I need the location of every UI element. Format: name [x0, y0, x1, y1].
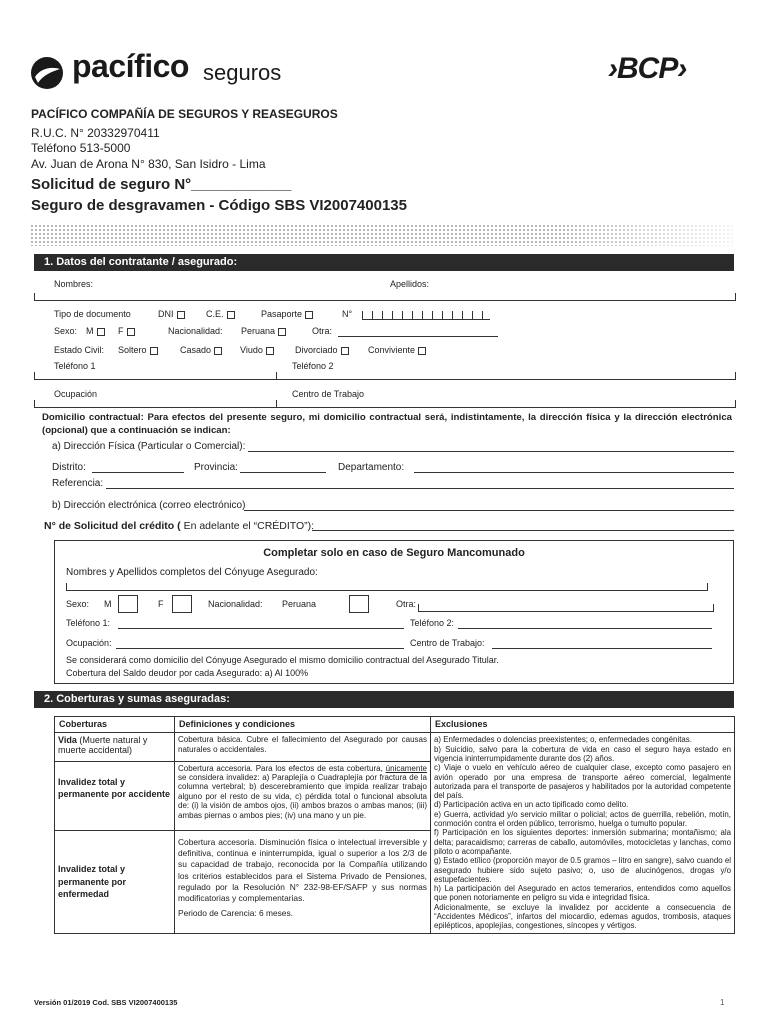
- exclusion-d: d) Participación activa en un acto tipificado como delito.: [434, 800, 629, 810]
- telefonos-field[interactable]: [34, 372, 736, 380]
- conyuge-nombres-field[interactable]: [66, 583, 708, 591]
- soltero-label: Soltero: [118, 345, 147, 355]
- label-solicitud-credito: [44, 520, 314, 532]
- label-nombres: Nombres:: [54, 279, 94, 289]
- inv-acc-def-b: se considera invalidez: a) Paraplejía o Cuadraplejía por fractura de la columna vertebral; b) descerebramiento que impida realizar trabajo alguno por el resto de su vida, c) pérdida total o funcional absoluta de: (i) la visión de ambos ojos, (ii) ambos brazos o ambas manos; (iii) ambas piernas o ambos pies; (iv) una mano y un pie.: [178, 773, 427, 820]
- solicitud-credito-rest: En adelante el “CRÉDITO”):: [183, 520, 315, 532]
- domicilio-contractual-text: Domicilio contractual: Para efectos del presente seguro, mi domicilio contractual será, indistintamente, la dirección física y la dirección electrónica (opcional) que a continuación se indican:: [42, 412, 732, 436]
- vida-bold: Vida: [58, 735, 77, 746]
- conviviente-label: Conviviente: [368, 345, 416, 355]
- dni-checkbox[interactable]: [177, 311, 185, 319]
- sexo-f-label: F: [118, 326, 124, 336]
- option-sexo-m[interactable]: [86, 326, 105, 336]
- company-phone: Teléfono 513-5000: [31, 141, 131, 155]
- vida-rest: (Muerte natural y muerte accidental): [58, 735, 148, 756]
- ce-checkbox[interactable]: [227, 311, 235, 319]
- peruana-label: Peruana: [241, 326, 276, 336]
- inv-enf-def: Cobertura accesoria. Disminución física o intelectual irreversible y definitiva, continua e ininterrumpida, igual o superior a los 2/3 de su capacidad de trabajo, reconocida por la Compañía utilizando los criterios establecidos para el Sistema Privado de Pensiones, regulado por la Resolución N° 232-98-EF/SAFP y sus normas modificatorias y complementarias.: [178, 836, 427, 904]
- label-conyuge-ocupacion: Ocupación:: [66, 638, 112, 648]
- coverage-table-header: [55, 717, 735, 733]
- exclusion-g: g) Estado etílico (proporción mayor de 0.5 gramos – litro en sangre), salvo cuando el asegurado hubiere sido sujeto pasivo; o, uso de alucinógenos, drogas y/o estupefacientes.: [434, 856, 731, 884]
- coverage-table: [54, 716, 735, 934]
- label-centro-trabajo: Centro de Trabajo: [292, 389, 365, 399]
- conyuge-peruana-box[interactable]: [349, 595, 369, 613]
- exclusion-h: h) La participación del Asegurado en actos temerarios, entendidos como aquellos que ponen notoriamente en peligro su vida e integridad física.: [434, 884, 731, 903]
- exclusion-f: f) Participación en los siguientes deportes: inmersión submarina; montañismo; ala delta; paracaidismo; carreras de caballo, automóviles, motocicletas y lanchas, como piloto o acompañante.: [434, 828, 731, 856]
- direccion-fisica-field[interactable]: [248, 451, 734, 452]
- label-otra: Otra:: [312, 326, 333, 336]
- otra-nacionalidad-field[interactable]: [338, 336, 498, 337]
- option-divorciado[interactable]: [295, 345, 349, 355]
- option-dni-label: DNI: [158, 309, 174, 319]
- cobertura-vida: [55, 733, 175, 761]
- inv-acc-def-a: Cobertura accesoria. Para los efectos de esta cobertura,: [178, 763, 386, 773]
- label-referencia: Referencia:: [52, 478, 104, 489]
- viudo-checkbox[interactable]: [266, 347, 274, 355]
- table-row-vida: [55, 733, 735, 761]
- exclusion-adicional: Adicionalmente, se excluye la invalidez por accidente a consecuencia de “Accidentes Médicos”, infartos del miocardio, edemas agudos, trombosis, ataques epilépticos, apoplejías, congestiones, síncopes y vértigos.: [434, 902, 731, 931]
- company-name: PACÍFICO COMPAÑÍA DE SEGUROS Y REASEGUROS: [31, 107, 338, 121]
- definicion-vida: Cobertura básica. Cubre el fallecimiento del Asegurado por causas naturales o accidentales.: [175, 733, 431, 761]
- sexo-m-checkbox[interactable]: [97, 328, 105, 336]
- label-conyuge-m: M: [104, 599, 112, 609]
- exclusion-a: a) Enfermedades o dolencias preexistentes; o, enfermedades congénitas.: [434, 735, 692, 745]
- option-pasaporte-label: Pasaporte: [261, 309, 303, 319]
- option-sexo-f[interactable]: [118, 326, 135, 336]
- casado-checkbox[interactable]: [214, 347, 222, 355]
- label-conyuge-centro-trabajo: Centro de Trabajo:: [410, 638, 485, 648]
- provincia-field[interactable]: [240, 472, 326, 473]
- label-estado-civil: Estado Civil:: [54, 345, 105, 355]
- footer-version: Versión 01/2019 Cod. SBS VI2007400135: [34, 998, 178, 1007]
- label-direccion-electronica: b) Dirección electrónica (correo electrónico): [52, 500, 246, 511]
- mancomunado-note-domicilio: Se considerará como domicilio del Cónyuge Asegurado el mismo domicilio contractual del Asegurado Titular.: [66, 655, 499, 665]
- label-direccion-fisica: a) Dirección Física (Particular o Comercial):: [52, 441, 246, 452]
- label-tipo-documento: Tipo de documento: [54, 309, 131, 319]
- referencia-field[interactable]: [106, 488, 734, 489]
- option-casado[interactable]: [180, 345, 222, 355]
- divorciado-label: Divorciado: [295, 345, 338, 355]
- header-definiciones: Definiciones y condiciones: [175, 717, 431, 733]
- label-conyuge-sexo: Sexo:: [66, 599, 90, 609]
- conviviente-checkbox[interactable]: [418, 347, 426, 355]
- departamento-field[interactable]: [414, 472, 734, 473]
- inv-acc-def-u: únicamente: [385, 763, 427, 773]
- peruana-checkbox[interactable]: [278, 328, 286, 336]
- page-subtitle: Seguro de desgravamen - Código SBS VI2007400135: [31, 197, 407, 214]
- label-telefono1: Teléfono 1: [54, 361, 96, 371]
- label-telefono2: Teléfono 2: [292, 361, 334, 371]
- direccion-electronica-field[interactable]: [244, 510, 734, 511]
- section1-header: 1. Datos del contratante / asegurado:: [34, 254, 734, 271]
- exclusion-c: c) Viaje o vuelo en vehículo aéreo de cualquier clase, excepto como pasajero en avión operado por una empresa de transporte aéreo comercial, legalmente autorizada para el transporte de pasajeros y habilitados por la autoridad competente del país.: [434, 763, 731, 801]
- label-conyuge-telefono2: Teléfono 2:: [410, 618, 455, 628]
- label-numero: N°: [342, 309, 353, 319]
- conyuge-telefono1-field[interactable]: [118, 628, 404, 629]
- brand-suffix: seguros: [203, 60, 282, 85]
- page-title: Solicitud de seguro N°____________: [31, 176, 292, 193]
- label-nacionalidad: Nacionalidad:: [168, 326, 223, 336]
- option-conviviente[interactable]: [368, 345, 426, 355]
- cobertura-invalidez-accidente: Invalidez total y permanente por accidente: [55, 761, 175, 830]
- label-conyuge-telefono1: Teléfono 1:: [66, 618, 111, 628]
- label-provincia: Provincia:: [194, 462, 238, 473]
- option-peruana[interactable]: [241, 326, 286, 336]
- option-ce[interactable]: [206, 309, 235, 319]
- casado-label: Casado: [180, 345, 212, 355]
- label-conyuge-nombres: Nombres y Apellidos completos del Cónyuge Asegurado:: [66, 567, 318, 578]
- label-conyuge-otra: Otra:: [396, 599, 417, 609]
- exclusion-e: e) Guerra, actividad y/o servicio militar o policial; actos de guerrilla, rebelión, motín, conmoción contra el orden público, terrorismo, huelga o tumulto popular.: [434, 809, 731, 829]
- conyuge-sexo-m-box[interactable]: [118, 595, 138, 613]
- conyuge-otra-field[interactable]: [418, 604, 714, 612]
- header-exclusiones: Exclusiones: [431, 717, 735, 733]
- label-apellidos: Apellidos:: [390, 279, 430, 289]
- solicitud-credito-bold: N° de Solicitud del crédito (: [44, 520, 181, 532]
- bcp-logo: ›BCP›: [608, 52, 687, 85]
- header-coberturas: Coberturas: [55, 717, 175, 733]
- inv-enf-carencia: Periodo de Carencia: 6 meses.: [178, 907, 293, 918]
- label-ocupacion: Ocupación: [54, 389, 98, 399]
- label-distrito: Distrito:: [52, 462, 86, 473]
- label-sexo: Sexo:: [54, 326, 78, 336]
- option-pasaporte[interactable]: [261, 309, 313, 319]
- divorciado-checkbox[interactable]: [341, 347, 349, 355]
- conyuge-telefono2-field[interactable]: [458, 628, 712, 629]
- cobertura-invalidez-enfermedad: Invalidez total y permanente por enfermedad: [55, 830, 175, 933]
- numero-documento-field[interactable]: [362, 311, 490, 320]
- pacifico-logo-icon: [30, 56, 64, 90]
- company-ruc: R.U.C. N° 20332970411: [31, 126, 160, 140]
- conyuge-centro-trabajo-field[interactable]: [492, 648, 712, 649]
- definicion-invalidez-enfermedad: [175, 830, 431, 933]
- soltero-checkbox[interactable]: [150, 347, 158, 355]
- viudo-label: Viudo: [240, 345, 263, 355]
- conyuge-sexo-f-box[interactable]: [172, 595, 192, 613]
- ocupacion-field[interactable]: [34, 400, 736, 408]
- option-dni[interactable]: [158, 309, 185, 319]
- mancomunado-title: Completar solo en caso de Seguro Mancomunado: [263, 547, 525, 559]
- option-ce-label: C.E.: [206, 309, 224, 319]
- exclusiones-cell: [431, 733, 735, 933]
- option-viudo[interactable]: [240, 345, 274, 355]
- distrito-field[interactable]: [92, 472, 184, 473]
- solicitud-credito-field[interactable]: [312, 530, 734, 531]
- option-soltero[interactable]: [118, 345, 158, 355]
- label-conyuge-nacionalidad: Nacionalidad:: [208, 599, 263, 609]
- exclusion-b: b) Suicidio, salvo para la cobertura de vida en caso el seguro haya estado en vigencia ininterrumpidamente durante dos (2) años.: [434, 744, 731, 763]
- label-conyuge-peruana: Peruana: [282, 599, 317, 609]
- conyuge-ocupacion-field[interactable]: [116, 648, 404, 649]
- label-departamento: Departamento:: [338, 462, 405, 473]
- section2-header: 2. Coberturas y sumas aseguradas:: [34, 691, 734, 708]
- nombres-apellidos-field[interactable]: [34, 293, 736, 301]
- label-conyuge-f: F: [158, 599, 164, 609]
- pasaporte-checkbox[interactable]: [305, 311, 313, 319]
- brand-name: pacífico: [72, 48, 189, 84]
- mancomunado-note-cobertura: Cobertura del Saldo deudor por cada Asegurado: a) Al 100%: [66, 668, 309, 678]
- sexo-f-checkbox[interactable]: [127, 328, 135, 336]
- sexo-m-label: M: [86, 326, 94, 336]
- definicion-invalidez-accidente: [175, 761, 431, 830]
- page-number: 1: [720, 998, 725, 1007]
- company-address: Av. Juan de Arona N° 830, San Isidro - Lima: [31, 157, 266, 171]
